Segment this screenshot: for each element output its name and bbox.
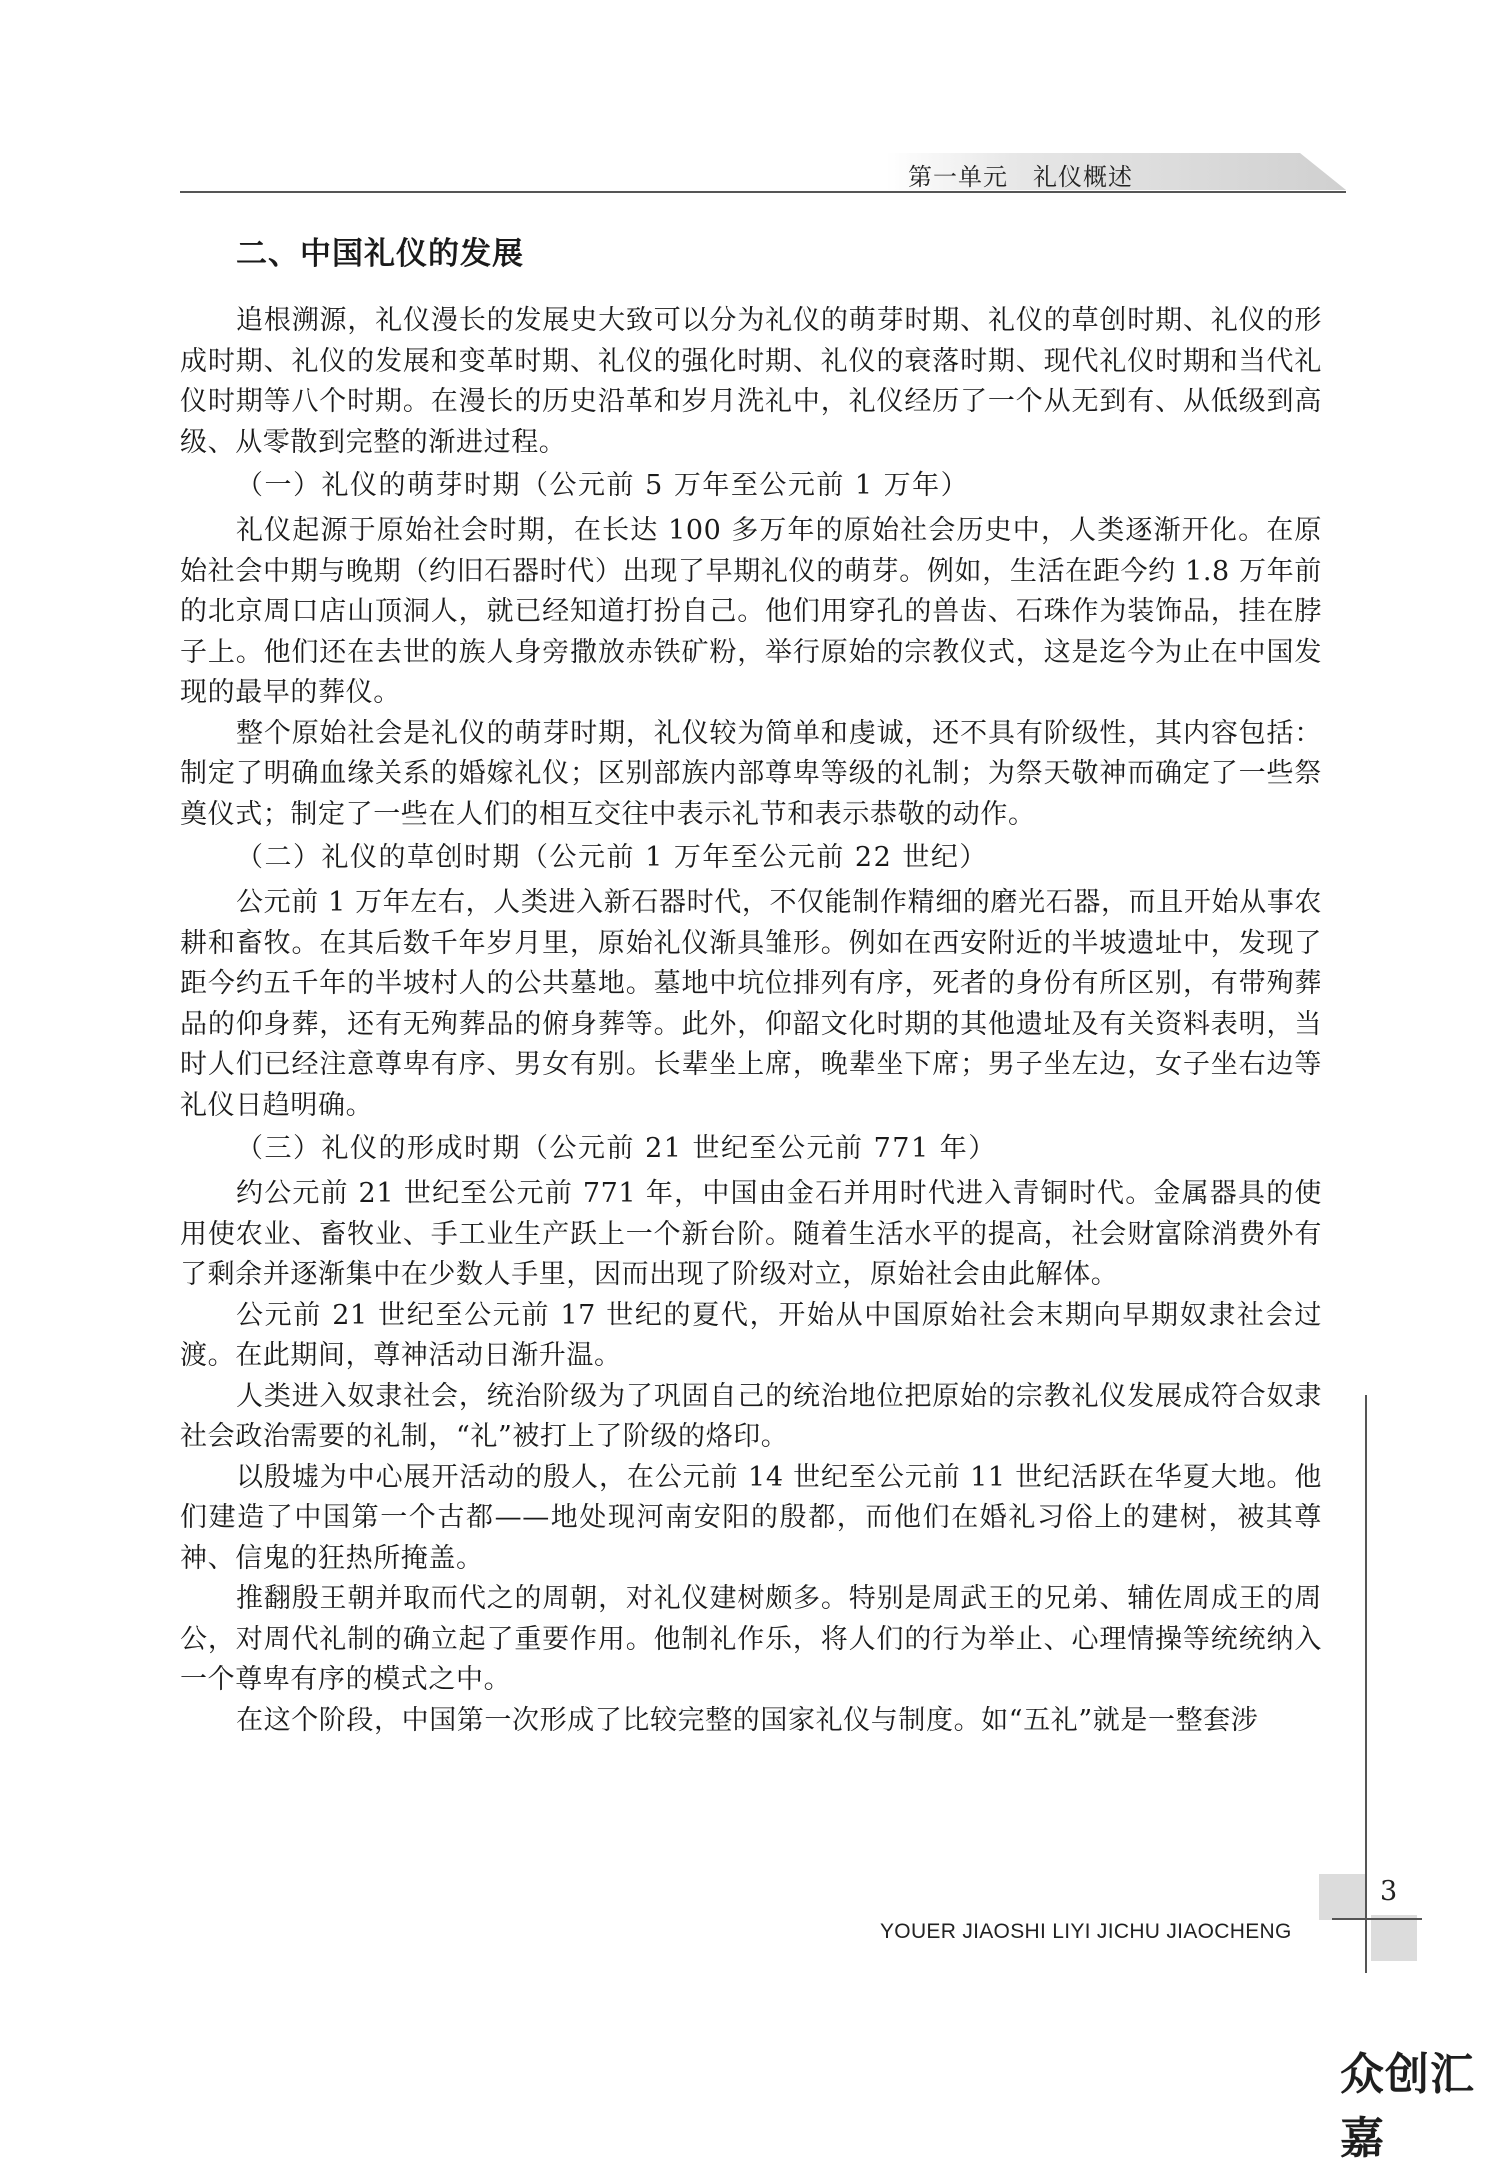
paragraph-intro: 追根溯源，礼仪漫长的发展史大致可以分为礼仪的萌芽时期、礼仪的草创时期、礼仪的形成时期、礼仪的发展和变革时期、礼仪的强化时期、礼仪的衰落时期、现代礼仪时期和当代礼仪时期等八个时期。在漫长的历史沿革和岁月洗礼中，礼仪经历了一个从无到有、从低级到高级、从零散到完整的渐进过程。 bbox=[180, 305, 1322, 458]
paragraph: 人类进入奴隶社会，统治阶级为了巩固自己的统治地位把原始的宗教礼仪发展成符合奴隶社会政治需要的礼制，“礼”被打上了阶级的烙印。 bbox=[180, 1380, 1322, 1452]
watermark-logo: 众创汇嘉 bbox=[1340, 2049, 1475, 2164]
footer-book-title: YOUER JIAOSHI LIYI JICHU JIAOCHENG bbox=[880, 1920, 1292, 1943]
paragraph: 以殷墟为中心展开活动的殷人，在公元前 14 世纪至公元前 11 世纪活跃在华夏大地。他们建造了中国第一个古都——地处现河南安阳的殷都，而他们在婚礼习俗上的建树，被其尊神、信鬼的狂热所掩盖。 bbox=[180, 1461, 1322, 1574]
section-title: 二、中国礼仪的发展 bbox=[236, 236, 524, 272]
paragraph: 在这个阶段，中国第一次形成了比较完整的国家礼仪与制度。如“五礼”就是一整套涉 bbox=[236, 1704, 1259, 1736]
margin-vertical-rule bbox=[1365, 1395, 1367, 1973]
paragraph: 约公元前 21 世纪至公元前 771 年，中国由金石并用时代进入青铜时代。金属器具的使用使农业、畜牧业、手工业生产跃上一个新台阶。随着生活水平的提高，社会财富除消费外有了剩余并逐渐集中在少数人手里，因而出现了阶级对立，原始社会由此解体。 bbox=[180, 1178, 1322, 1290]
subheading-3: （三）礼仪的形成时期（公元前 21 世纪至公元前 771 年） bbox=[236, 1133, 997, 1164]
paragraph: 整个原始社会是礼仪的萌芽时期，礼仪较为简单和虔诚，还不具有阶级性，其内容包括：制定了明确血缘关系的婚嫁礼仪；区别部族内部尊卑等级的礼制；为祭天敬神而确定了一些祭奠仪式；制定了一些在人们的相互交往中表示礼节和表示恭敬的动作。 bbox=[180, 717, 1322, 830]
subheading-1: （一）礼仪的萌芽时期（公元前 5 万年至公元前 1 万年） bbox=[236, 470, 970, 501]
paragraph: 公元前 21 世纪至公元前 17 世纪的夏代，开始从中国原始社会末期向早期奴隶社会过渡。在此期间，尊神活动日渐升温。 bbox=[180, 1299, 1322, 1371]
paragraph: 公元前 1 万年左右，人类进入新石器时代，不仅能制作精细的磨光石器，而且开始从事农耕和畜牧。在其后数千年岁月里，原始礼仪渐具雏形。例如在西安附近的半坡遗址中，发现了距今约五千年的半坡村人的公共墓地。墓地中坑位排列有序，死者的身份有所区别，有带殉葬品的仰身葬，还有无殉葬品的俯身葬等。此外，仰韶文化时期的其他遗址及有关资料表明，当时人们已经注意尊卑有序、男女有别。长辈坐上席，晚辈坐下席；男子坐左边，女子坐右边等礼仪日趋明确。 bbox=[180, 887, 1322, 1121]
paragraph: 礼仪起源于原始社会时期，在长达 100 多万年的原始社会历史中，人类逐渐开化。在原始社会中期与晚期（约旧石器时代）出现了早期礼仪的萌芽。例如，生活在距今约 1.8 万年前的北京周口店山顶洞人，就已经知道打扮自己。他们用穿孔的兽齿、石珠作为装饰品，挂在脖子上。他们还在去世的族人身旁撒放赤铁矿粉，举行原始的宗教仪式，这是迄今为止在中国发现的最早的葬仪。 bbox=[180, 515, 1322, 708]
footer-rule bbox=[1332, 1918, 1422, 1920]
corner-decoration bbox=[1319, 1874, 1365, 1920]
page-number: 3 bbox=[1380, 1876, 1398, 1907]
header-title: 第一单元 礼仪概述 bbox=[908, 163, 1133, 191]
paragraph: 推翻殷王朝并取而代之的周朝，对礼仪建树颇多。特别是周武王的兄弟、辅佐周成王的周公，对周代礼制的确立起了重要作用。他制礼作乐，将人们的行为举止、心理情操等统统纳入一个尊卑有序的模式之中。 bbox=[180, 1583, 1322, 1695]
subheading-2: （二）礼仪的草创时期（公元前 1 万年至公元前 22 世纪） bbox=[236, 842, 988, 873]
corner-decoration bbox=[1371, 1915, 1417, 1961]
running-header bbox=[180, 153, 1346, 193]
page-content bbox=[180, 228, 1322, 1741]
